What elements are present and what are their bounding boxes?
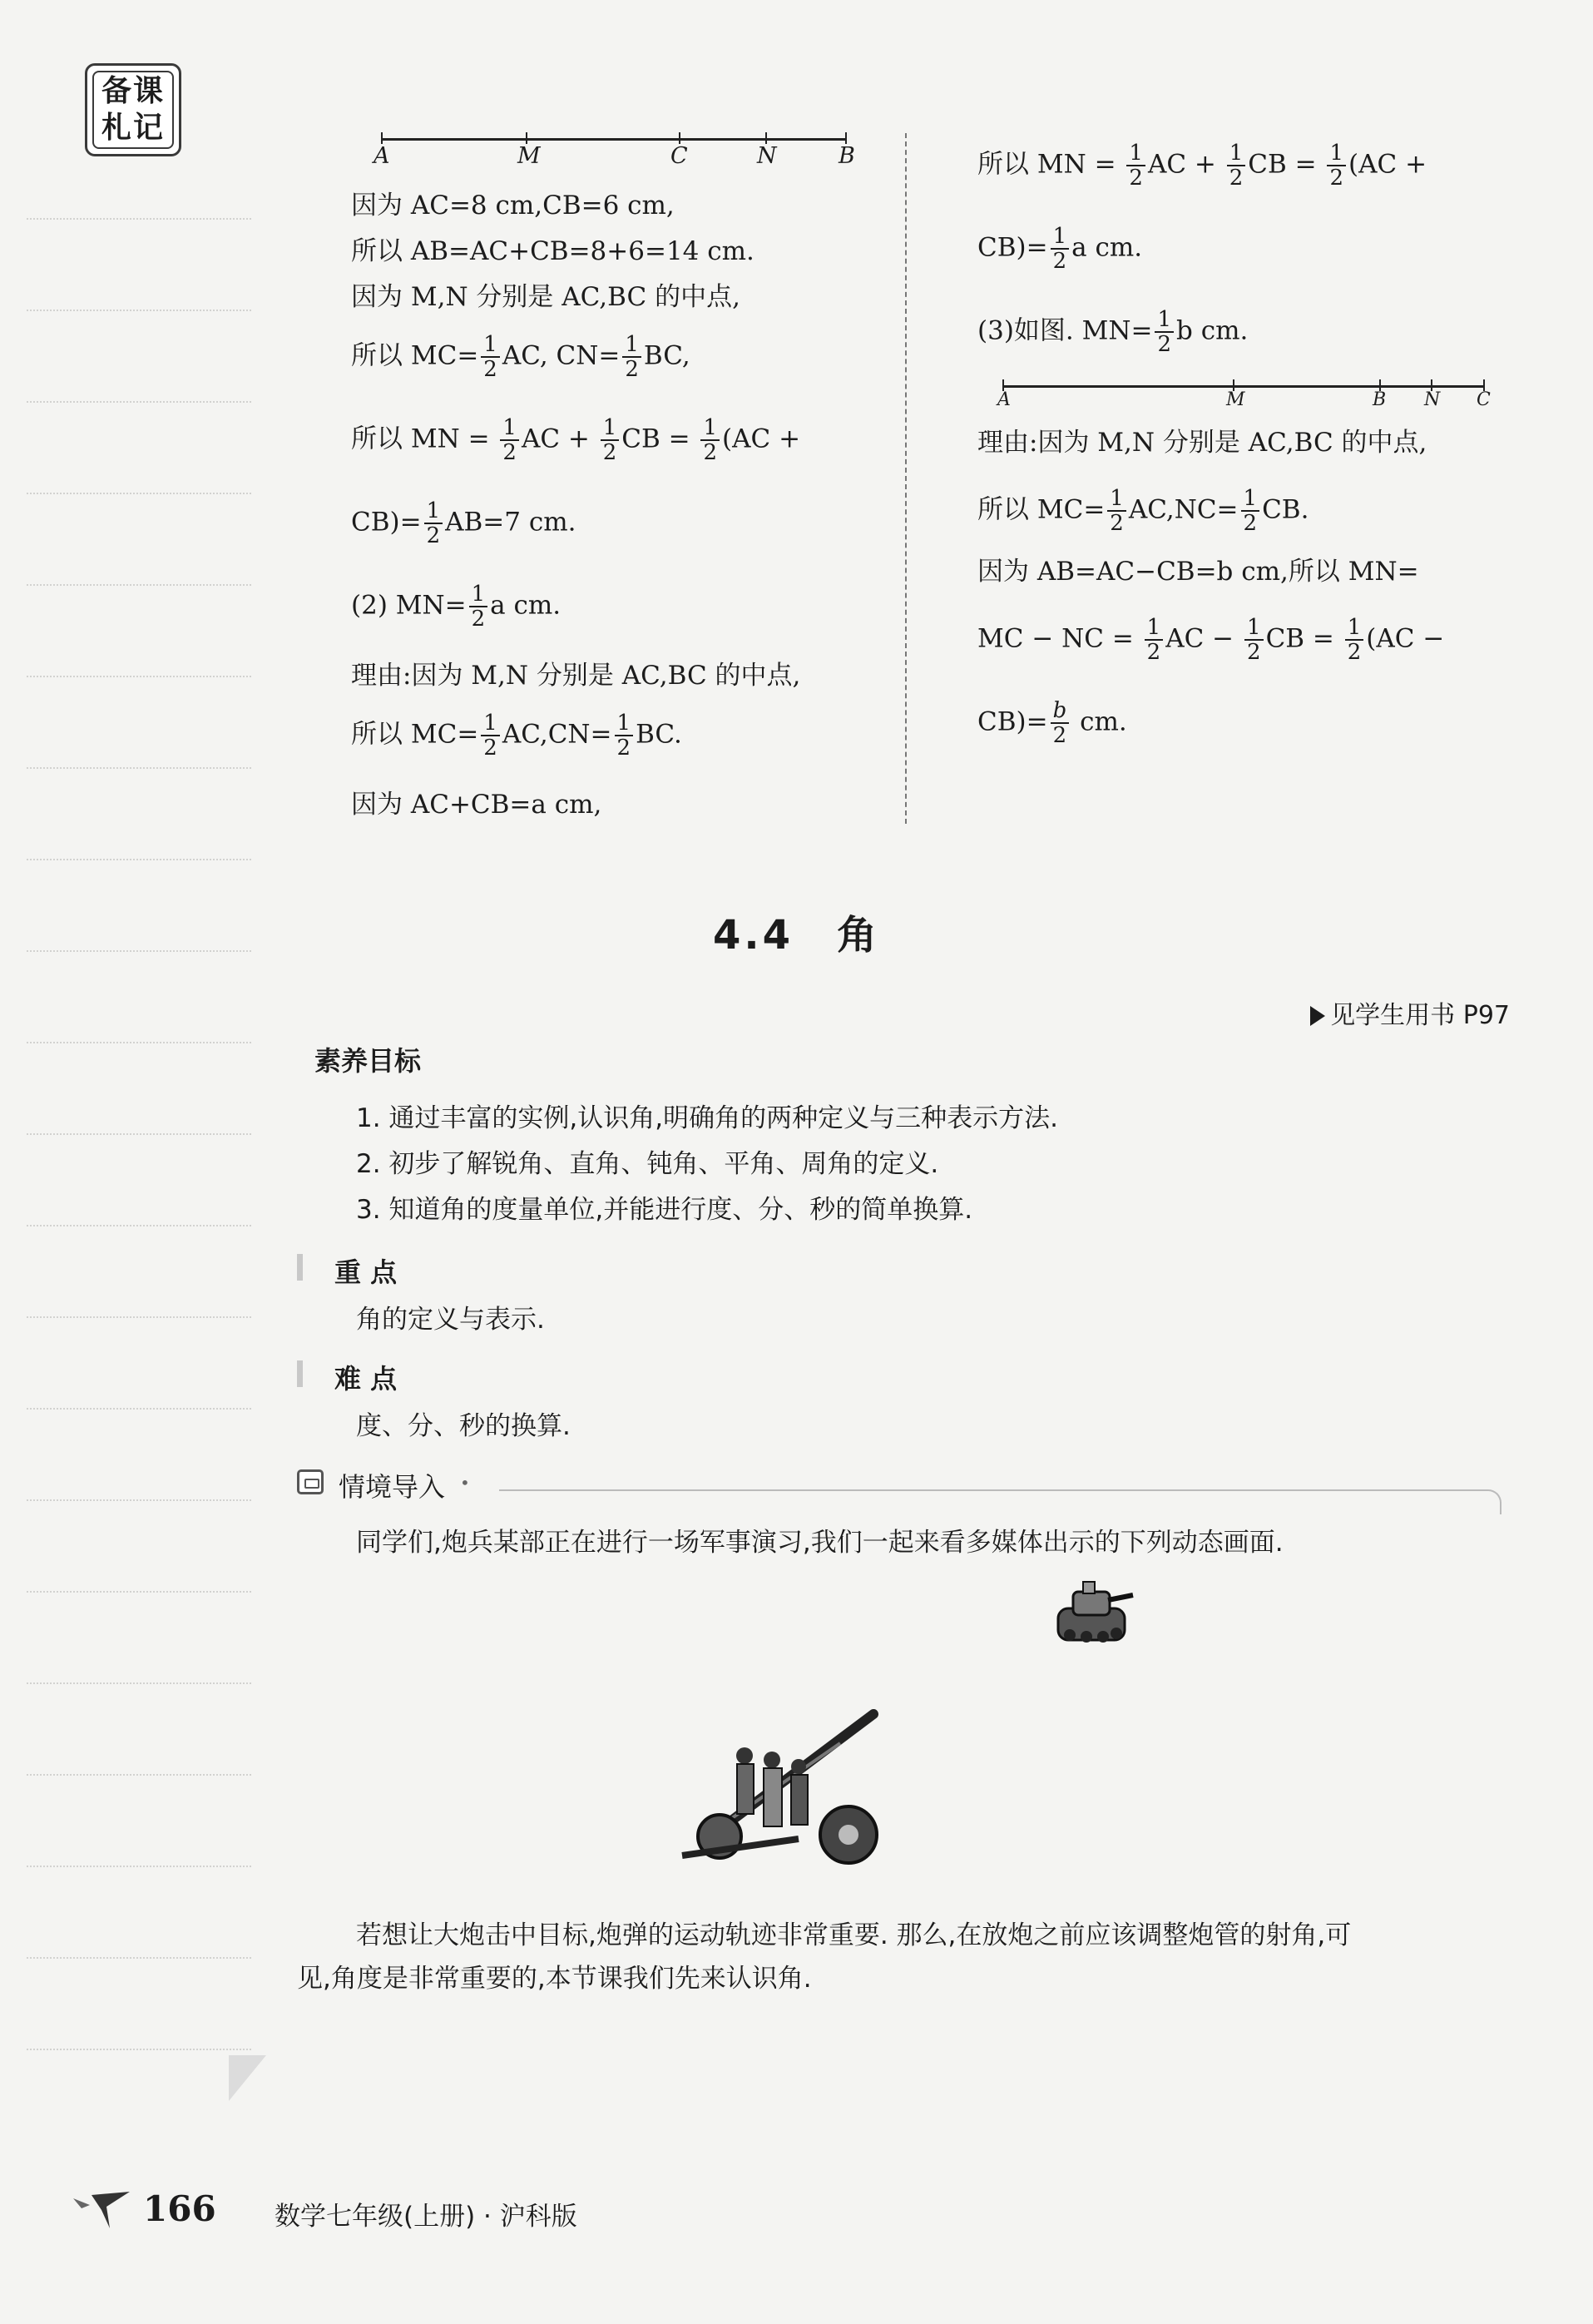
goal-item: 3. 知道角的度量单位,并能进行度、分、秒的简单换算. [356,1195,973,1225]
solution-line: 因为 AC=8 cm,CB=6 cm, [351,191,675,221]
solution-line: 因为 AB=AC−CB=b cm,所以 MN= [977,557,1419,587]
point-label-m: M [517,143,541,169]
tank-illustration [1050,1575,1136,1658]
footer-bird-icon [73,2190,131,2230]
intro-paragraph-2-line-2: 见,角度是非常重要的,本节课我们先来认识角. [297,1964,812,1994]
fraction-half: $\frac{1}{2}$ [1145,616,1164,664]
intro-paragraph-2-line-1: 若想让大炮击中目标,炮弹的运动轨迹非常重要. 那么,在放炮之前应该调整炮管的射角,可 [356,1920,1352,1950]
difficulty-heading: 难 点 [334,1363,398,1395]
point-label-b: B [1373,389,1387,410]
intro-paragraph-1: 同学们,炮兵某部正在进行一场军事演习,我们一起来看多媒体出示的下列动态画面. [356,1528,1284,1558]
difficulty-text: 度、分、秒的换算. [356,1411,571,1441]
solution-line: 所以 MC= $\frac{1}{2}$ AC,CN= $\frac{1}{2}$ BC. [351,711,682,761]
goal-item: 2. 初步了解锐角、直角、钝角、平角、周角的定义. [356,1149,939,1179]
fraction-half: $\frac{1}{2}$ [1327,141,1346,190]
fraction-half: $\frac{1}{2}$ [622,333,641,381]
fraction-b-over-2: $\frac{b}{2}$ [1051,699,1070,747]
solution-line: 所以 MN = $\frac{1}{2}$ AC + $\frac{1}{2}$ CB = $\frac{1}{2}$ (AC + [977,141,1427,191]
point-label-n: N [757,143,777,169]
fraction-half: $\frac{1}{2}$ [601,416,620,464]
book-title: 数学七年级(上册) · 沪科版 [275,2202,577,2232]
point-label-c: C [1477,389,1491,410]
dot-icon: • [460,1473,470,1493]
key-point-marker [297,1254,303,1281]
solution-line: 所以 MN = $\frac{1}{2}$ AC + $\frac{1}{2}$ CB = $\frac{1}{2}$ (AC + [351,415,801,465]
stamp-line-1: 备课 [101,74,165,108]
solution-line: 因为 AC+CB=a cm, [351,790,602,820]
column-divider [905,133,907,824]
fraction-half: $\frac{1}{2}$ [1126,141,1145,190]
fraction-half: $\frac{1}{2}$ [1345,616,1364,664]
fraction-half: $\frac{1}{2}$ [1227,141,1246,190]
fraction-half: $\frac{1}{2}$ [1051,225,1070,273]
solution-line: 理由:因为 M,N 分别是 AC,BC 的中点, [977,428,1427,458]
difficulty-marker [297,1360,303,1387]
student-book-reference: 见学生用书 P97 [1310,994,1510,1031]
fraction-half: $\frac{1}{2}$ [1244,616,1264,664]
point-label-m: M [1226,389,1245,410]
fraction-half: $\frac{1}{2}$ [481,711,500,760]
goals-heading: 素养目标 [314,1045,422,1077]
solution-line: CB)= $\frac{b}{2}$ cm. [977,698,1127,748]
intro-section-icon [297,1469,324,1494]
point-label-a: A [374,143,390,169]
solution-line: 所以 MC= $\frac{1}{2}$ AC,NC= $\frac{1}{2}$ CB. [977,486,1309,536]
fraction-half: $\frac{1}{2}$ [615,711,634,760]
solution-line: MC − NC = $\frac{1}{2}$ AC − $\frac{1}{2}$ CB = $\frac{1}{2}$ (AC − [977,615,1445,665]
decorative-corner-icon [229,2055,266,2105]
intro-rule [499,1489,1501,1514]
solution-line: 所以 MC= $\frac{1}{2}$ AC, CN= $\frac{1}{2}$ BC, [351,332,690,382]
point-label-c: C [670,143,688,169]
point-label-n: N [1424,389,1441,410]
solution-line: CB)= $\frac{1}{2}$ AB=7 cm. [351,498,576,548]
notes-stamp [85,63,181,156]
fraction-half: $\frac{1}{2}$ [481,333,500,381]
fraction-half: $\frac{1}{2}$ [424,499,443,548]
solution-line: 所以 AB=AC+CB=8+6=14 cm. [351,236,754,266]
point-label-a: A [997,389,1011,410]
solution-line: (2) MN= $\frac{1}{2}$ a cm. [351,582,562,632]
solution-line: 因为 M,N 分别是 AC,BC 的中点, [351,282,740,312]
point-label-b: B [839,143,855,169]
solution-line: CB)= $\frac{1}{2}$ a cm. [977,224,1143,274]
fraction-half: $\frac{1}{2}$ [469,582,488,631]
fraction-half: $\frac{1}{2}$ [1155,308,1174,356]
intro-heading: 情境导入 [339,1471,446,1503]
page-number: 166 [143,2188,216,2229]
key-point-heading: 重 点 [334,1256,398,1288]
stamp-line-2: 札记 [101,111,165,145]
artillery-cannon-illustration [674,1702,894,1868]
section-title: 4.4 角 [712,912,881,959]
fraction-half: $\frac{1}{2}$ [500,416,519,464]
fraction-half: $\frac{1}{2}$ [700,416,720,464]
goal-item: 1. 通过丰富的实例,认识角,明确角的两种定义与三种表示方法. [356,1103,1058,1133]
fraction-half: $\frac{1}{2}$ [1241,487,1260,535]
fraction-half: $\frac{1}{2}$ [1107,487,1126,535]
key-point-text: 角的定义与表示. [356,1305,545,1335]
play-arrow-icon [1310,1006,1325,1026]
solution-line: (3)如图. MN= $\frac{1}{2}$ b cm. [977,307,1249,357]
solution-line: 理由:因为 M,N 分别是 AC,BC 的中点, [351,661,801,691]
